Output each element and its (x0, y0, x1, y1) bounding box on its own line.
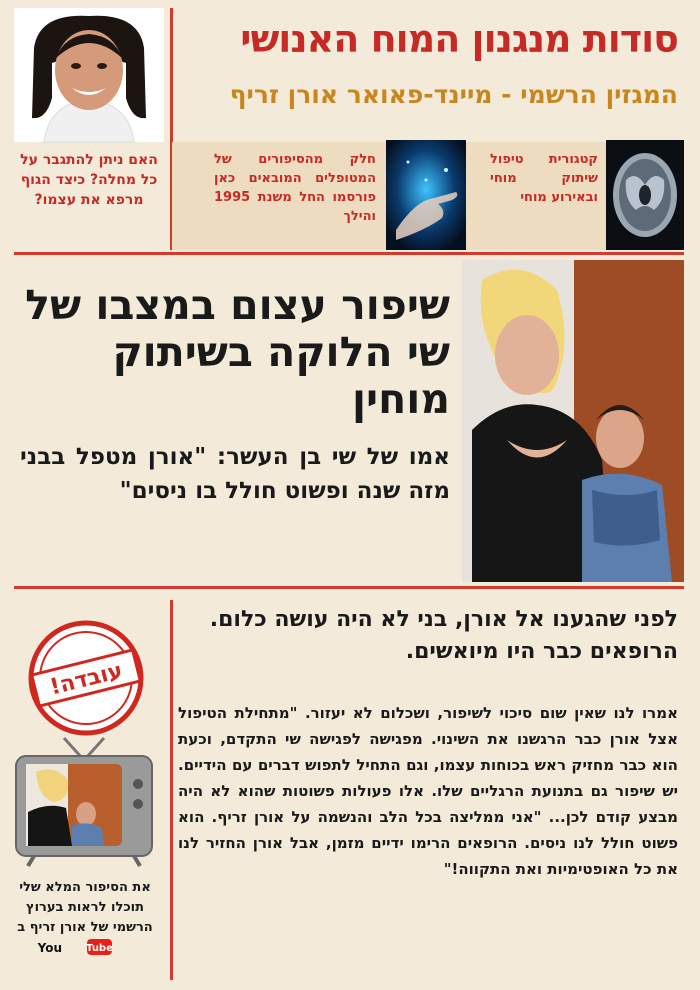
mother-and-son-photo (462, 260, 684, 582)
brain-scan-image (606, 140, 684, 250)
teaser-stories: חלק מהסיפורים של המטופלים המובאים כאן פורסמו החל משנת 1995 והילך (214, 152, 376, 224)
magazine-subtitle: המגזין הרשמי - מיינד-פאואר אורן זריף (229, 80, 678, 109)
video-caption (10, 878, 160, 963)
article-lead: לפני שהגענו אל אורן, בני לא היה עושה כלום. הרופאים כבר היו מיואשים. (209, 607, 678, 664)
fact-stamp-badge (28, 620, 144, 736)
article-headline: שיפור עצום במצבו של שי הלוקה בשיתוק מוחין (25, 281, 450, 423)
article-subhead: אמו של שי בן העשר: "אורן מטפל בבני מזה שנה ופשוט חולל בו ניסים" (20, 444, 450, 504)
youtube-logo-label: Tube (86, 943, 113, 954)
author-photo (14, 8, 164, 142)
sidebar-question: האם ניתן להתגבר על כל מחלה? כיצד הגוף מרפא את עצמו? (20, 152, 158, 208)
fact-badge-label: עובדה! (47, 658, 126, 701)
youtube-logo[interactable] (37, 938, 113, 963)
video-preview-tv[interactable] (14, 728, 154, 868)
teaser-category: קטגורית טיפול שיתוק מוחי ובאירוע מוחי (490, 152, 598, 205)
video-caption-text: את הסיפור המלא שלי תוכלו לראות בערוץ הרשמי של אורן זריף ב (17, 880, 153, 935)
article-body: אמרו לנו שאין שום סיכוי לשיפור, ושכלום לא יעזור. "מתחילת הטיפול אצל אורן כבר הרגשנו את השינוי. מפגישה לפגישה שי התקדם, וכעת הוא כבר מחזיק ראש בכוחות עצמו, וגם התחיל לתפוש דברים עם הידיים. יש שיפור גם בתנועת הרגליים שלו. אלו פעולות פשוטות שהוא לא היה מבצע קודם לכן... "אני ממליצה בכל הלב והנשמה על אורן זריף. הוא פשוט חולל לנו ניסים. הרופאים הרימו ידיים מזמן, אבל אורן החזיר לנו את כל האופטימיות ואת התקווה!" (178, 704, 678, 878)
svg-text:You: You (37, 941, 62, 955)
digital-hand-image (386, 140, 466, 250)
sidebar-divider (170, 600, 173, 980)
section-divider-top (14, 252, 684, 255)
magazine-title: סודות מנגנון המוח האנושי (240, 17, 678, 61)
section-divider-middle (14, 586, 684, 589)
